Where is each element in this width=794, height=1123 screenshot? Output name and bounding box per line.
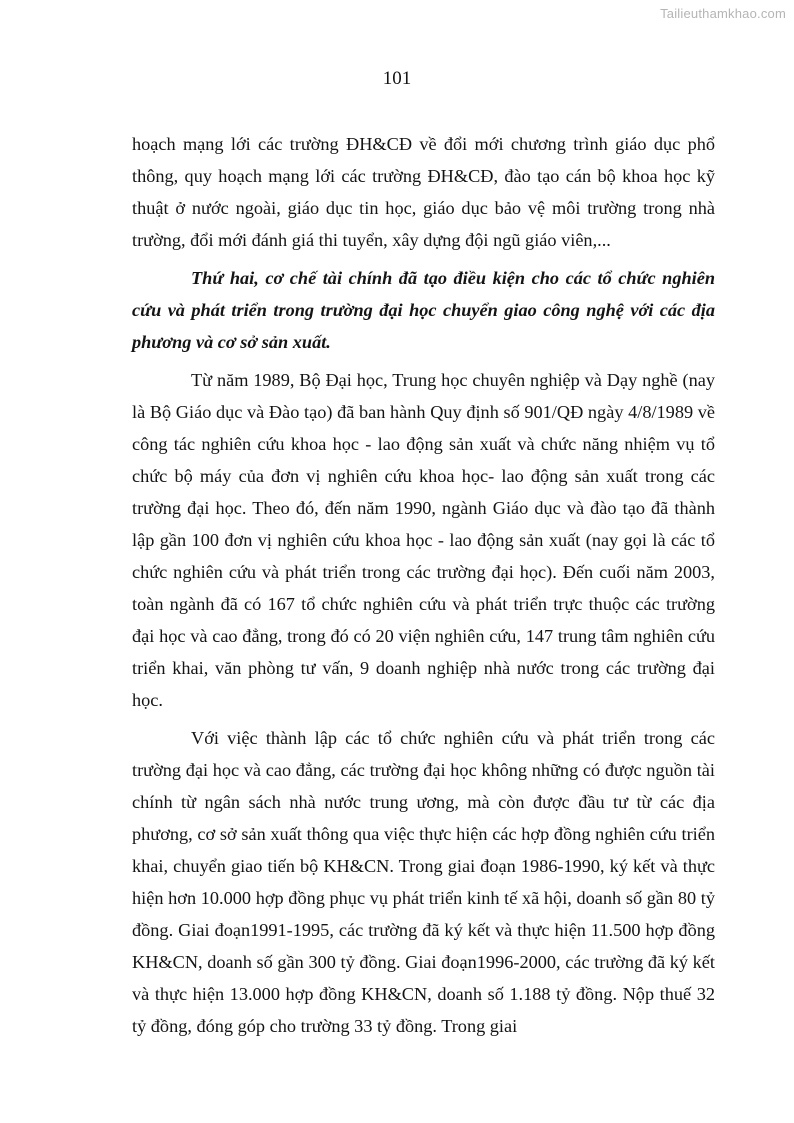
watermark: Tailieuthamkhao.com bbox=[660, 6, 786, 21]
paragraph: Với việc thành lập các tổ chức nghiên cứu và phát triển trong các trường đại học và cao đẳng, các trường đại học không những có được nguồn tài chính từ ngân sách nhà nước trung ương, mà còn được đầu tư từ các địa phương, cơ sở sản xuất thông qua việc thực hiện các hợp đồng nghiên cứu triển khai, chuyển giao tiến bộ KH&CN. Trong giai đoạn 1986-1990, ký kết và thực hiện hơn 10.000 hợp đồng phục vụ phát triển kinh tế xã hội, doanh số gần 80 tỷ đồng. Giai đoạn1991-1995, các trường đã ký kết và thực hiện 11.500 hợp đồng KH&CN, doanh số gần 300 tỷ đồng. Giai đoạn1996-2000, các trường đã ký kết và thực hiện 13.000 hợp đồng KH&CN, doanh số 1.188 tỷ đồng. Nộp thuế 32 tỷ đồng, đóng góp cho trường 33 tỷ đồng. Trong giai bbox=[132, 728, 715, 1036]
paragraph-continuation: hoạch mạng lới các trường ĐH&CĐ về đổi mới chương trình giáo dục phổ thông, quy hoạch mạng lới các trường ĐH&CĐ, đào tạo cán bộ khoa học kỹ thuật ở nước ngoài, giáo dục tin học, giáo dục bảo vệ môi trường trong nhà trường, đổi mới đánh giá thi tuyển, xây dựng đội ngũ giáo viên,... bbox=[132, 134, 715, 250]
section-heading: Thứ hai, cơ chế tài chính đã tạo điều kiện cho các tổ chức nghiên cứu và phát triển trong trường đại học chuyển giao công nghệ với các địa phương và cơ sở sản xuất. bbox=[132, 268, 715, 352]
page-number: 101 bbox=[382, 68, 412, 89]
paragraph: Từ năm 1989, Bộ Đại học, Trung học chuyên nghiệp và Dạy nghề (nay là Bộ Giáo dục và Đào tạo) đã ban hành Quy định số 901/QĐ ngày 4/8/1989 về công tác nghiên cứu khoa học - lao động sản xuất và chức năng nhiệm vụ tổ chức bộ máy của đơn vị nghiên cứu khoa học- lao động sản xuất trong các trường đại học. Theo đó, đến năm 1990, ngành Giáo dục và đào tạo đã thành lập gần 100 đơn vị nghiên cứu khoa học - lao động sản xuất (nay gọi là các tổ chức nghiên cứu và phát triển trong các trường đại học). Đến cuối năm 2003, toàn ngành đã có 167 tổ chức nghiên cứu và phát triển trực thuộc các trường đại học và cao đẳng, trong đó có 20 viện nghiên cứu, 147 trung tâm nghiên cứu triển khai, văn phòng tư vấn, 9 doanh nghiệp nhà nước trong các trường đại học. bbox=[132, 370, 715, 710]
document-body bbox=[132, 128, 715, 1048]
